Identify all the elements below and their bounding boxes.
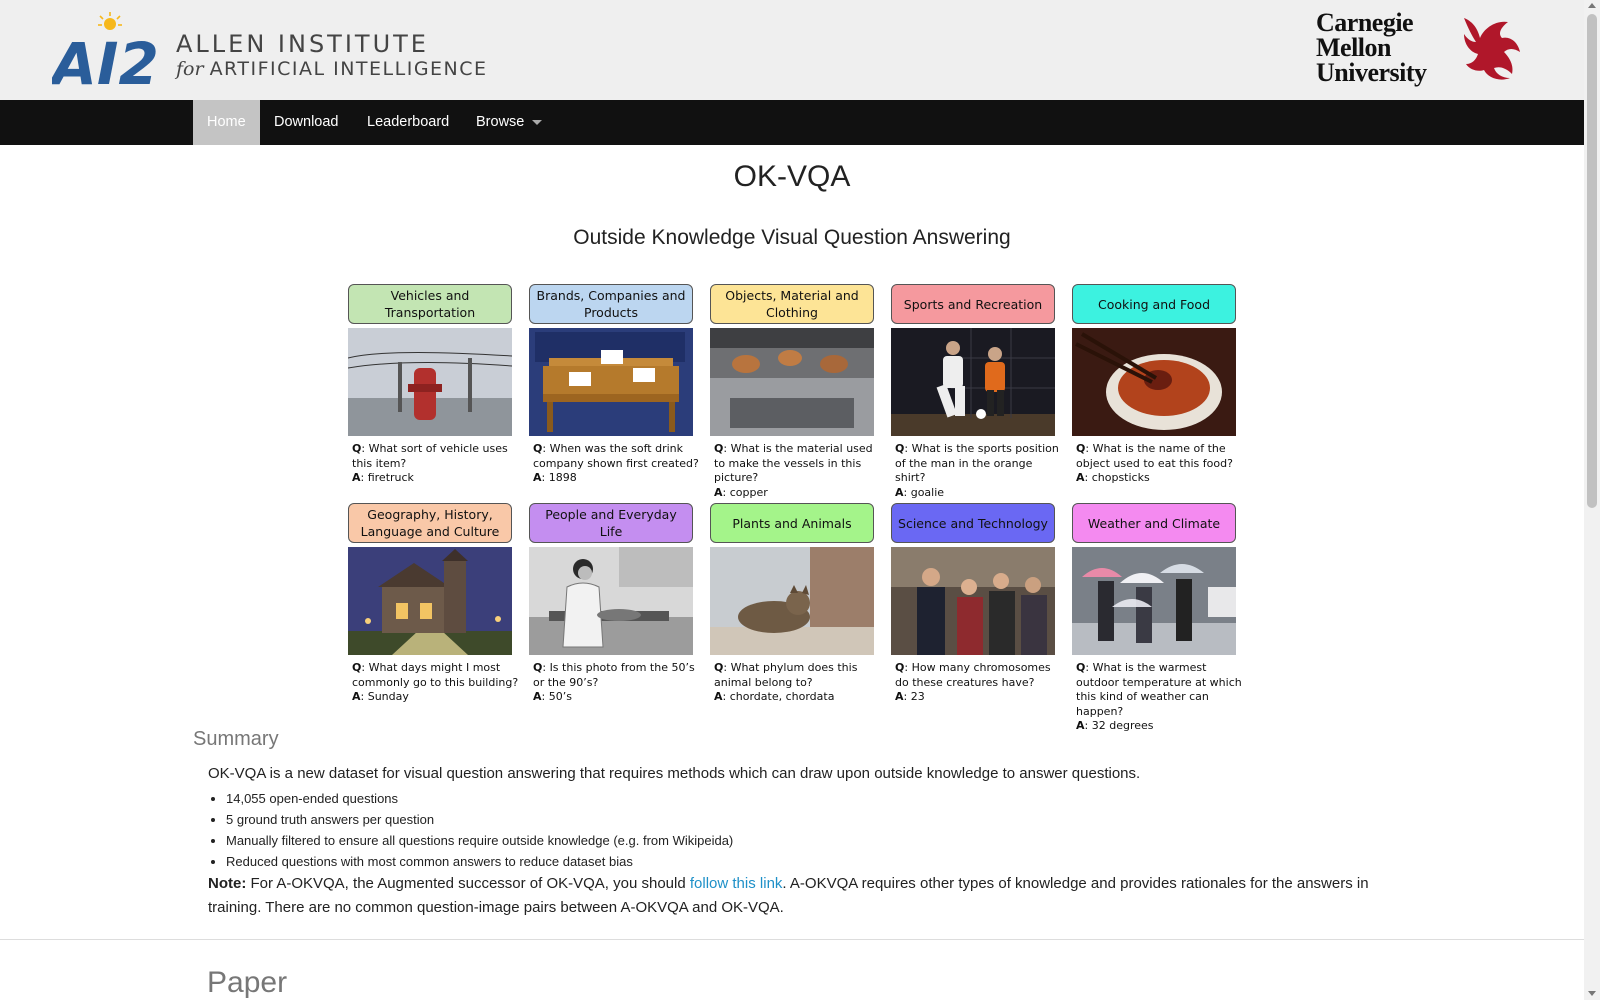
answer-text: copper [729,485,768,499]
sun-icon [98,12,122,30]
photo-fire-hydrant-image [348,328,512,436]
qa-text: Q: What sort of vehicle uses this item? A: firetruck [352,442,508,484]
caret-down-icon [532,120,542,125]
scrollbar-thumb[interactable] [1587,14,1597,508]
photo-soccer-goalie-image [891,328,1055,436]
category-label: Science and Technology [891,503,1055,543]
photo-cat-window [710,547,874,655]
a-prefix: A [714,485,723,499]
a-prefix: A [352,471,361,484]
category-label: Brands, Companies and Products [529,284,693,324]
photo-church [348,547,512,655]
photo-umbrellas-snow [1072,547,1236,655]
photo-pepsi-bench [529,328,693,436]
qa-text: Q: When was the soft drink company shown first created? A: 1898 [533,442,699,484]
nav-leaderboard[interactable]: Leaderboard [367,114,450,130]
allen-institute-wordmark [176,30,488,80]
question-text: What phylum does this animal belong to? [714,661,858,689]
qa-text: Q: What days might I most commonly go to this building? A: Sunday [352,661,519,703]
cmu-griffin-icon [1456,12,1528,84]
photo-woman-kitchen-image [529,547,693,655]
aokvqa-note [208,872,1378,920]
qa-text: Q: Is this photo from the 50’s or the 90’s? A: 50’s [533,661,695,703]
q-prefix: Q [714,661,724,674]
cmu-line3: University [1316,58,1427,87]
q-prefix: Q [1076,442,1086,455]
photo-kitchen-pots-image [710,328,874,436]
category-label: Plants and Animals [710,503,874,543]
photo-group-people [891,547,1055,655]
question-text: What days might I most commonly go to this building? [352,661,519,689]
category-label: Cooking and Food [1072,284,1236,324]
note-after: . A-OKVQA requires other types of knowledge and provides rationales for the answers in training. There are no common question-image pairs between A-OKVQA and OK-VQA. [208,875,1369,916]
qa-text: Q: What is the sports position of the man in the orange shirt? A: goalie [895,442,1059,499]
a-prefix: A [1076,719,1085,732]
q-prefix: Q [352,442,362,455]
photo-church-image [348,547,512,655]
category-label: Sports and Recreation [891,284,1055,324]
a-prefix: A [1076,471,1085,484]
scroll-up-arrow-icon[interactable] [1588,3,1596,8]
category-label: Geography, History, Language and Culture [348,503,512,543]
nav-download[interactable]: Download [274,114,339,130]
q-prefix: Q [714,442,724,455]
qa-text: Q: What phylum does this animal belong to? A: chordate, chordata [714,661,858,703]
question-text: What is the sports position of the man in the orange shirt? [895,442,1059,484]
cmu-line1: Carnegie [1316,8,1414,37]
question-text: How many chromosomes do these creatures have? [895,661,1051,689]
a-prefix: A [895,690,904,703]
question-text: Is this photo from the 50’s or the 90’s? [533,661,695,689]
summary-bullets [222,788,733,872]
photo-kitchen-pots [710,328,874,436]
qa-text: Q: How many chromosomes do these creatures have? A: 23 [895,661,1051,703]
category-label: Objects, Material and Clothing [710,284,874,324]
q-prefix: Q [533,661,543,674]
photo-fire-hydrant [348,328,512,436]
q-prefix: Q [533,442,543,455]
photo-noodle-bowl-image [1072,328,1236,436]
a-prefix: A [714,690,723,703]
cmu-wordmark[interactable] [1316,10,1427,85]
q-prefix: Q [1076,661,1086,674]
scroll-down-arrow-icon[interactable] [1588,991,1596,996]
summary-bullet: • 5 ground truth answers per question [226,809,733,830]
a-prefix: A [895,485,904,499]
allen-for: for [176,58,204,80]
allen-line1: ALLEN INSTITUTE [176,30,429,58]
section-divider [0,939,1584,940]
photo-cat-window-image [710,547,874,655]
nav-browse-dropdown[interactable] [462,100,556,145]
a-prefix: A [533,471,542,484]
q-prefix: Q [895,661,905,674]
photo-noodle-bowl [1072,328,1236,436]
question-text: What is the material used to make the vessels in this picture? [714,442,873,484]
answer-text: 32 degrees [1091,719,1154,732]
q-prefix: Q [895,442,905,455]
note-label: Note: [208,875,247,892]
photo-soccer-goalie [891,328,1055,436]
qa-text: Q: What is the material used to make the vessels in this picture? A: copper [714,442,873,499]
page-scrollbar[interactable] [1584,0,1600,1000]
summary-intro: OK-VQA is a new dataset for visual question answering that requires methods which can draw upon outside knowledge to answer questions. [208,765,1141,782]
photo-umbrellas-snow-image [1072,547,1236,655]
cmu-line2: Mellon [1316,33,1391,62]
note-before: For A-OKVQA, the Augmented successor of OK-VQA, you should [246,875,690,892]
question-text: What is the warmest outdoor temperature at which this kind of weather can happen? [1076,661,1242,718]
ai2-logo[interactable] [52,10,162,90]
summary-heading: Summary [193,728,279,750]
allen-line2-text: ARTIFICIAL INTELLIGENCE [209,58,488,80]
category-label: Vehicles and Transportation [348,284,512,324]
page-subtitle: Outside Knowledge Visual Question Answering [573,226,1011,249]
answer-text: 1898 [548,471,577,484]
summary-bullet: • Reduced questions with most common answers to reduce dataset bias [226,851,733,872]
answer-text: 50’s [548,690,572,703]
paper-heading: Paper [207,966,288,999]
nav-home[interactable]: Home [193,100,260,145]
photo-pepsi-bench-image [529,328,693,436]
ai2-logo-text: AI2 [52,30,159,90]
follow-link[interactable]: follow this link [689,875,783,892]
summary-bullet: • 14,055 open-ended questions [226,788,733,809]
answer-text: firetruck [367,471,414,484]
photo-group-people-image [891,547,1055,655]
nav-browse-label: Browse [476,114,525,130]
allen-line2 [176,58,488,80]
photo-woman-kitchen [529,547,693,655]
a-prefix: A [352,690,361,703]
site-header [0,0,1584,100]
category-label: People and Everyday Life [529,503,693,543]
qa-text: Q: What is the warmest outdoor temperature at which this kind of weather can happen? A: 32 degrees [1076,661,1242,732]
answer-text: goalie [910,485,945,499]
question-text: What sort of vehicle uses this item? [352,442,508,470]
a-prefix: A [533,690,542,703]
question-text: What is the name of the object used to eat this food? [1076,442,1233,470]
main-navbar [0,100,1584,145]
category-label: Weather and Climate [1072,503,1236,543]
answer-text: Sunday [367,690,409,703]
answer-text: 23 [910,690,925,703]
q-prefix: Q [352,661,362,674]
qa-text: Q: What is the name of the object used to eat this food? A: chopsticks [1076,442,1233,484]
question-text: When was the soft drink company shown first created? [533,442,699,470]
category-examples-figure [348,284,1242,732]
answer-text: chopsticks [1091,471,1150,484]
answer-text: chordate, chordata [729,690,835,703]
page-title: OK-VQA [733,160,851,193]
summary-bullet: • Manually filtered to ensure all questions require outside knowledge (e.g. from Wikipeida) [226,830,733,851]
